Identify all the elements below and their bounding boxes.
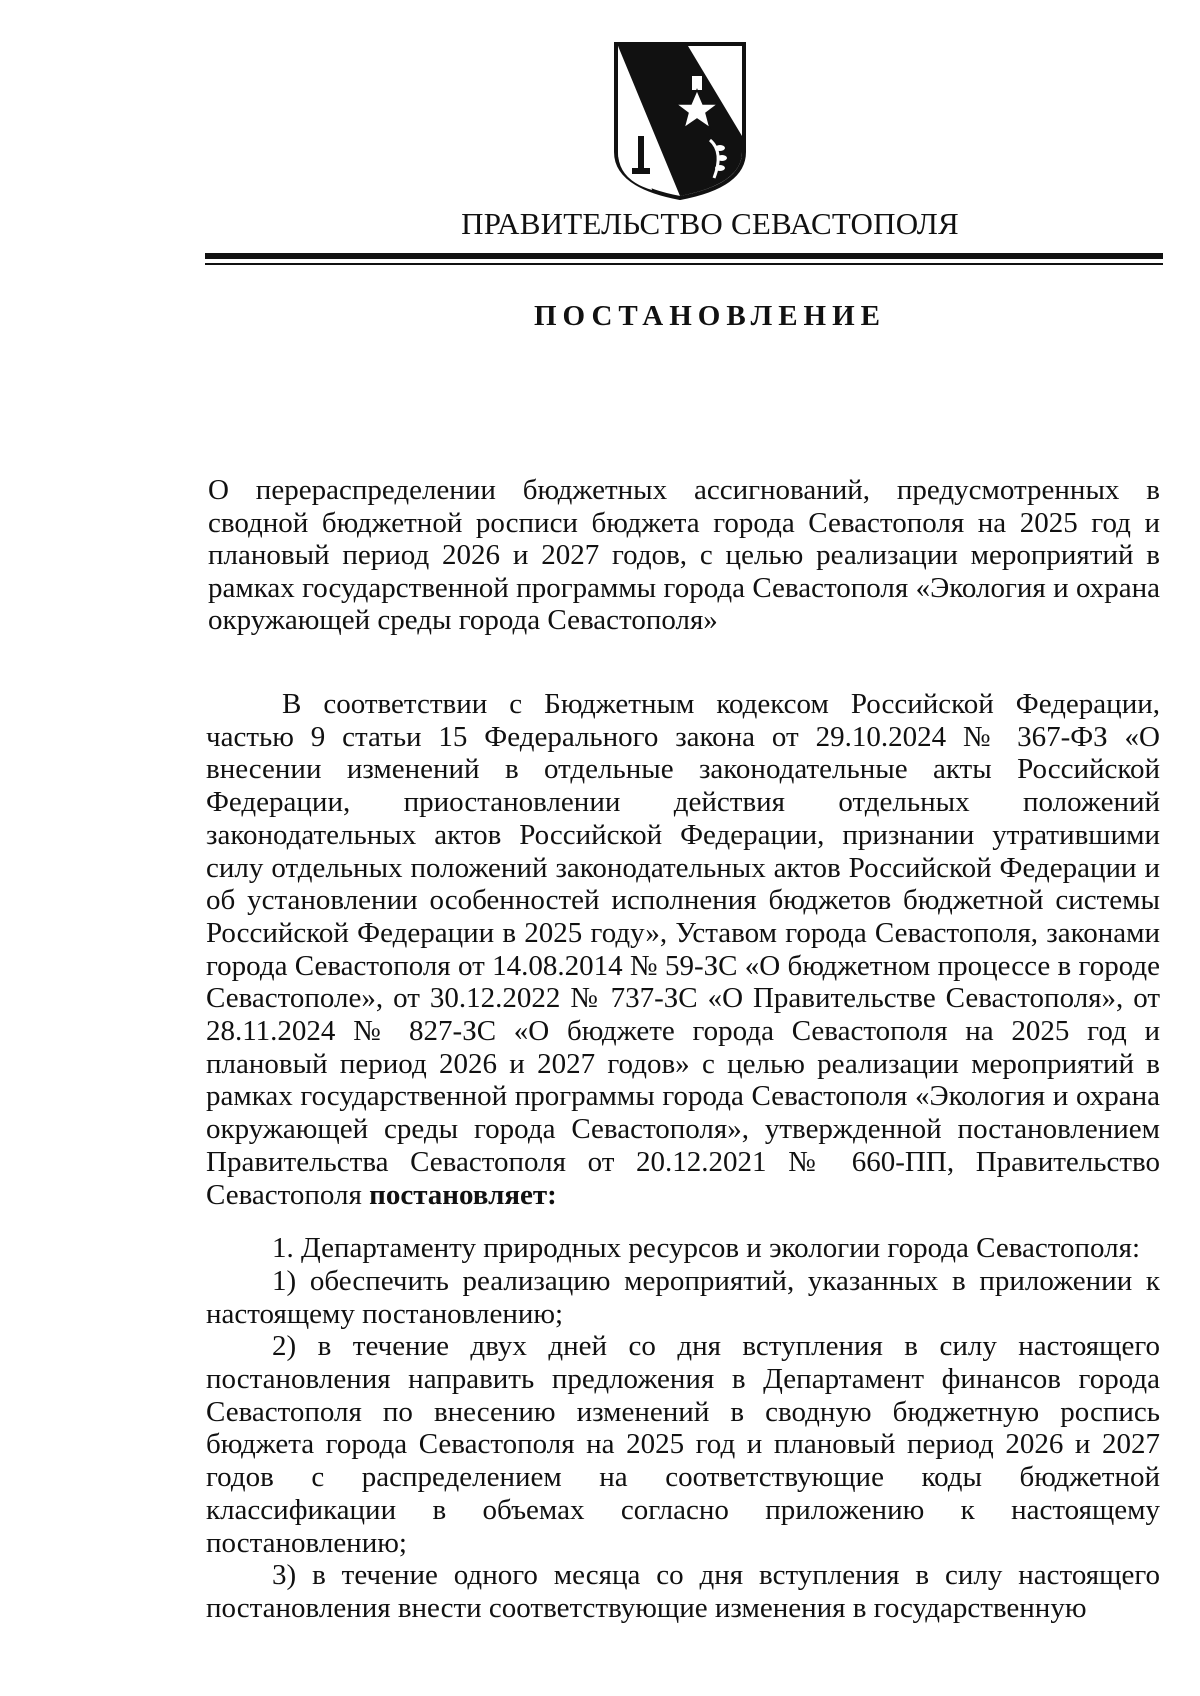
item-1-2: 2) в течение двух дней со дня вступления в силу настоящего постановления направить предложения в Департамент финансов города Севастополя по внесению изменений в сводную бюджетную роспись бюджета города Севастополя на 2025 год и плановый период 2026 и 2027 годов с распределением на соответствующие коды бюджетной классификации в объемах согласно приложению к настоящему постановлению; — [206, 1330, 1160, 1559]
item-1: 1. Департаменту природных ресурсов и экологии города Севастополя: — [272, 1232, 1141, 1265]
header-rule-thick — [205, 253, 1163, 259]
coat-of-arms-emblem — [612, 40, 748, 202]
document-body — [206, 688, 1160, 1625]
sevastopol-coat-of-arms-icon — [612, 40, 748, 202]
preamble-paragraph — [206, 688, 1160, 1211]
organization-title: ПРАВИТЕЛЬСТВО СЕВАСТОПОЛЯ — [461, 206, 959, 241]
document-type-heading: ПОСТАНОВЛЕНИЕ — [533, 300, 886, 332]
item-1-3: 3) в течение одного месяца со дня вступления в силу настоящего постановления внести соответствующие изменения в государственную — [206, 1559, 1160, 1624]
header-rule-thin — [205, 263, 1163, 265]
preamble-text: В соответствии с Бюджетным кодексом Российской Федерации, частью 9 статьи 15 Федерального закона от 29.10.2024 № 367-ФЗ «О внесении изменений в отдельные законодательные акты Российской Федерации, приостановлении действия отдельных положений законодательных актов Российской Федерации, признании утратившими силу отдельных положений законодательных актов Российской Федерации и об установлении особенностей исполнения бюджетов бюджетной системы Российской Федерации в 2025 году», Уставом города Севастополя, законами города Севастополя от 14.08.2014 № 59-ЗС «О бюджетном процессе в городе Севастополе», от 30.12.2022 № 737-ЗС «О Правительстве Севастополя», от 28.11.2024 № 827-ЗС «О бюджете города Севастополя на 2025 год и плановый период 2026 и 2027 годов» с целью реализации мероприятий в рамках государственной программы города Севастополя «Экология и охрана окружающей среды города Севастополя», утвержденной постановлением Правительства Севастополя от 20.12.2021 № 660-ПП, Правительство Севастополя — [206, 688, 1160, 1211]
document-subject: О перераспределении бюджетных ассигнований, предусмотренных в сводной бюджетной росписи бюджета города Севастополя на 2025 год и плановый период 2026 и 2027 годов, с целью реализации мероприятий в рамках государственной программы города Севастополя «Экология и охрана окружающей среды города Севастополя» — [208, 474, 1160, 636]
decree-word: постановляет: — [369, 1178, 557, 1211]
item-1-1: 1) обеспечить реализацию мероприятий, указанных в приложении к настоящему постановлению; — [206, 1264, 1160, 1330]
